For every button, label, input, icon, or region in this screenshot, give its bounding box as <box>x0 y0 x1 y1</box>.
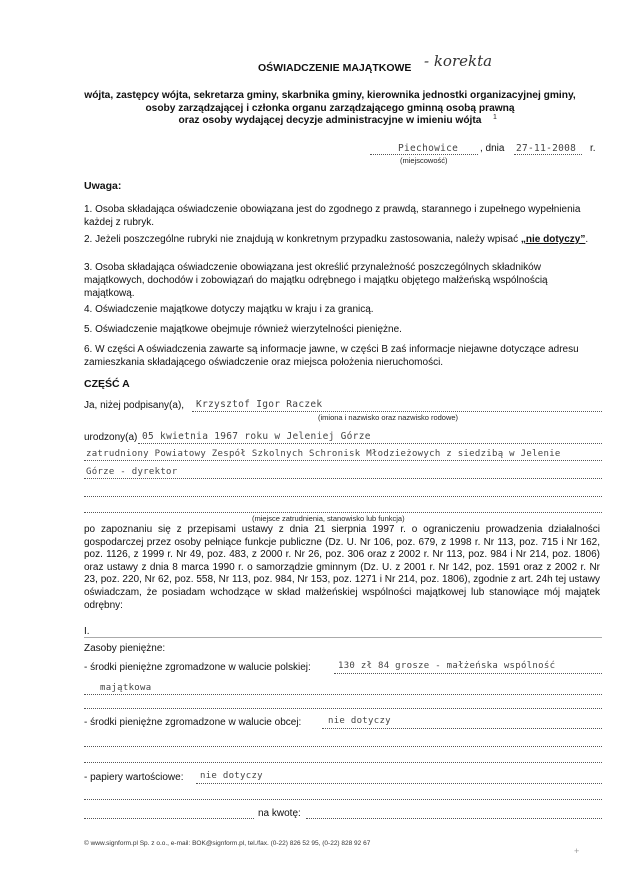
note-text: Osoba składająca oświadczenie obowiązana jest określić przynależność poszczególnych składników majątkowych, dochodów i zobowiązań do majątku odrębnego i majątku objętego małżeńską wspólnością majątkową. <box>84 262 548 299</box>
securities-label: - papiery wartościowe: <box>84 772 184 783</box>
employment-line-3 <box>84 496 602 497</box>
note-item-3 <box>84 261 594 300</box>
page-title: OŚWIADCZENIE MAJĄTKOWE <box>258 62 412 74</box>
employment-line-2 <box>84 478 602 479</box>
note-emphasis: „nie dotyczy” <box>520 234 586 245</box>
footer-text: © www.signform.pl Sp. z o.o., e-mail: BOK@signform.pl, tel./fax. (0-22) 826 52 95, (0-22) 828 92 67 <box>84 840 371 847</box>
foreign-label: - środki pieniężne zgromadzone w walucie obcej: <box>84 717 302 728</box>
foreign-line-2 <box>84 746 602 747</box>
note-text-end: . <box>585 234 589 245</box>
born-line <box>138 443 602 444</box>
date-prefix: , dnia <box>480 143 505 154</box>
note-number: 6. <box>84 344 93 355</box>
corner-mark: + <box>574 846 580 856</box>
employment-caption: (miejsce zatrudnienia, stanowisko lub funkcja) <box>252 514 405 523</box>
part-one-heading: Zasoby pieniężne: <box>84 643 166 654</box>
note-item-1 <box>84 203 594 229</box>
part-one-roman: I. <box>84 626 90 637</box>
employment-value-1[interactable]: zatrudniony Powiatowy Zespół Szkolnych Schronisk Młodzieżowych z siedzibą w Jelenie <box>86 449 561 459</box>
signed-label: Ja, niżej podpisany(a), <box>84 400 185 411</box>
subtitle-line-1: wójta, zastępcy wójta, sekretarza gminy, skarbnika gminy, kierownika jednostki organizacyjnej gminy, <box>84 90 576 101</box>
amount-line <box>306 818 602 819</box>
note-text: Osoba składająca oświadczenie obowiązana jest do zgodnego z prawdą, starannego i zupełnego wypełnienia każdej z rubryk. <box>84 204 581 228</box>
notes-heading: Uwaga: <box>84 180 122 192</box>
employment-value-2[interactable]: Górze - dyrektor <box>86 467 178 477</box>
signed-caption: (imiona i nazwisko oraz nazwisko rodowe) <box>318 413 459 422</box>
note-text: Oświadczenie majątkowe obejmuje również wierzytelności pieniężne. <box>95 324 402 335</box>
born-value[interactable]: 05 kwietnia 1967 roku w Jeleniej Górze <box>142 431 371 442</box>
part-one-rule <box>84 637 602 638</box>
note-number: 4. <box>84 304 93 315</box>
place-value[interactable]: Piechowice <box>398 143 459 154</box>
pln-line-3 <box>84 708 602 709</box>
note-number: 1. <box>84 204 93 215</box>
pln-line-1 <box>334 673 602 674</box>
foreign-value[interactable]: nie dotyczy <box>328 716 391 726</box>
place-line <box>370 154 478 155</box>
note-number: 3. <box>84 262 93 273</box>
amount-lead-line <box>84 818 254 819</box>
born-label: urodzony(a) <box>84 432 138 443</box>
subtitle-line-2: osoby zarządzającej i członka organu zarządzającego gminną osobą prawną <box>145 102 515 114</box>
pln-label: - środki pieniężne zgromadzone w walucie polskiej: <box>84 662 311 673</box>
amount-label: na kwotę: <box>258 808 301 819</box>
date-suffix: r. <box>590 143 596 154</box>
note-text: W części A oświadczenia zawarte są informacje jawne, w części B zaś informacje niejawne dotyczące adresu zamieszkania składającego oświadczenie oraz miejsca położenia nieruchomości. <box>84 344 579 368</box>
note-text: Oświadczenie majątkowe dotyczy majątku w kraju i za granicą. <box>95 304 374 315</box>
date-value[interactable]: 27-11-2008 <box>516 143 577 154</box>
employment-line-4 <box>84 512 602 513</box>
signed-value[interactable]: Krzysztof Igor Raczek <box>196 399 323 410</box>
note-item-5 <box>84 323 594 336</box>
pln-line-2 <box>84 694 602 695</box>
foreign-line-1 <box>322 728 602 729</box>
section-a-heading: CZĘŚĆ A <box>84 378 130 390</box>
declaration-paragraph: po zapoznaniu się z przepisami ustawy z dnia 21 sierpnia 1997 r. o ograniczeniu prowadzenia działalności gospodarczej przez osoby pełniące funkcje publiczne (Dz. U. Nr 106, poz. 679, z 1998 r. Nr 113, poz. 715 i Nr 162, poz. 1126, z 1999 r. Nr 49, poz. 483, z 2000 r. Nr 26, poz. 306 oraz z 2002 r. Nr 113, poz. 984 i Nr 214, poz. 1806) oraz ustawy z dnia 8 marca 1990 r. o samorządzie gminnym (Dz. U. z 2001 r. Nr 142, poz. 1591 oraz z 2002 r. Nr 23, poz. 220, Nr 62, poz. 558, Nr 113, poz. 984, Nr 153, poz. 1271 i Nr 214, poz. 1806), zgodnie z art. 24h tej ustawy oświadczam, że posiadam wchodzące w skład małżeńskiej wspólności majątkowej lub stanowiące mój majątek odrębny: <box>84 524 600 611</box>
signed-line <box>192 411 602 412</box>
pln-value-1[interactable]: 130 zł 84 grosze - małżeńska wspólność <box>338 661 556 671</box>
subtitle <box>70 90 590 128</box>
handwritten-note: - korekta <box>424 52 493 70</box>
employment-line-1 <box>84 460 602 461</box>
securities-line-1 <box>196 783 602 784</box>
note-number: 5. <box>84 324 93 335</box>
securities-value[interactable]: nie dotyczy <box>200 771 263 781</box>
foreign-line-3 <box>84 762 602 763</box>
note-item-6 <box>84 343 594 369</box>
note-item-2 <box>84 233 594 246</box>
pln-value-2[interactable]: majątkowa <box>100 683 152 693</box>
note-item-4 <box>84 303 594 316</box>
subtitle-line-3: oraz osoby wydającej decyzje administracyjne w imieniu wójta <box>178 115 482 126</box>
note-number: 2. <box>84 234 93 245</box>
footnote-mark: 1 <box>493 114 497 121</box>
note-text: Jeżeli poszczególne rubryki nie znajdują w konkretnym przypadku zastosowania, należy wpisać <box>95 234 521 245</box>
date-line <box>514 154 582 155</box>
securities-line-2 <box>84 799 602 800</box>
place-caption: (miejscowość) <box>400 156 448 165</box>
